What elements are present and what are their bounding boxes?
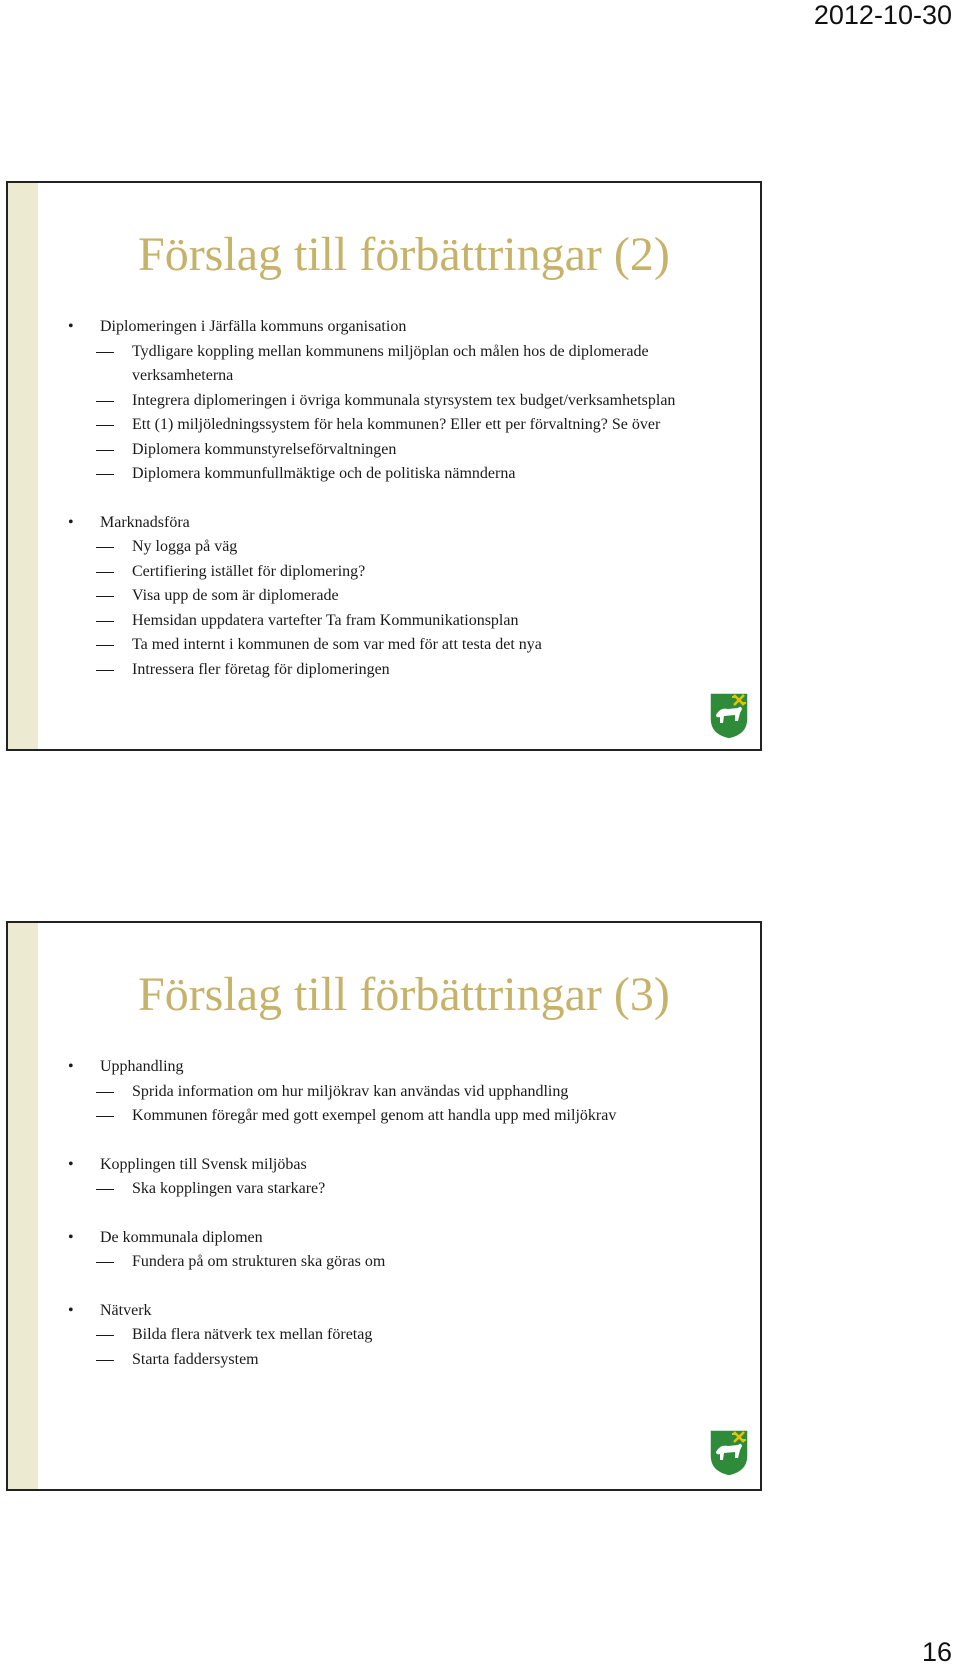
sub-bullet-item: Sprida information om hur miljökrav kan användas vid upphandling <box>68 1080 740 1105</box>
sub-bullet-item: Certifiering istället för diplomering? <box>68 560 740 585</box>
sub-bullet-item: Kommunen föregår med gott exempel genom att handla upp med miljökrav <box>68 1104 740 1129</box>
sub-bullet-item: Hemsidan uppdatera vartefter Ta fram Kommunikationsplan <box>68 609 740 634</box>
sub-bullet-text: Tydligare koppling mellan kommunens miljöplan och målen hos de diplomerade verksamheterna <box>132 342 649 384</box>
bullet-item: • Diplomeringen i Järfälla kommuns organisation <box>68 315 740 340</box>
bullet-item: • Marknadsföra <box>68 511 740 536</box>
sub-bullet-item: Diplomera kommunstyrelseförvaltningen <box>68 438 740 463</box>
bullet-item: • Nätverk <box>68 1299 740 1324</box>
bullet-item: • Upphandling <box>68 1055 740 1080</box>
municipal-coat-of-arms-icon <box>708 1428 750 1478</box>
slide-2 <box>6 921 762 1491</box>
sub-bullet-item: Integrera diplomeringen i övriga kommunala styrsystem tex budget/verksamhetsplan <box>68 389 740 414</box>
sub-bullet-item: Ett (1) miljöledningssystem för hela kommunen? Eller ett per förvaltning? Se över <box>68 413 740 438</box>
slide-title: Förslag till förbättringar (3) <box>138 968 670 1021</box>
sub-bullet-item: Ska kopplingen vara starkare? <box>68 1177 740 1202</box>
page-date: 2012-10-30 <box>813 0 952 30</box>
slide-content <box>68 315 740 682</box>
sub-bullet-item: Ny logga på väg <box>68 535 740 560</box>
municipal-coat-of-arms-icon <box>708 691 750 741</box>
sub-bullet-item: Fundera på om strukturen ska göras om <box>68 1250 740 1275</box>
bullet-item: • Kopplingen till Svensk miljöbas <box>68 1153 740 1178</box>
slide-1 <box>6 181 762 751</box>
slide-accent-band <box>8 183 38 749</box>
sub-bullet-item: Starta faddersystem <box>68 1348 740 1373</box>
page-number: 16 <box>921 1637 952 1667</box>
slide-title: Förslag till förbättringar (2) <box>138 228 670 281</box>
sub-bullet-item <box>68 340 740 389</box>
sub-bullet-item: Visa upp de som är diplomerade <box>68 584 740 609</box>
bullet-item: • De kommunala diplomen <box>68 1226 740 1251</box>
sub-bullet-item: Diplomera kommunfullmäktige och de politiska nämnderna <box>68 462 740 487</box>
slide-content <box>68 1055 740 1372</box>
slide-accent-band <box>8 923 38 1489</box>
sub-bullet-item: Bilda flera nätverk tex mellan företag <box>68 1323 740 1348</box>
sub-bullet-item: Ta med internt i kommunen de som var med för att testa det nya <box>68 633 740 658</box>
sub-bullet-item: Intressera fler företag för diplomeringen <box>68 658 740 683</box>
